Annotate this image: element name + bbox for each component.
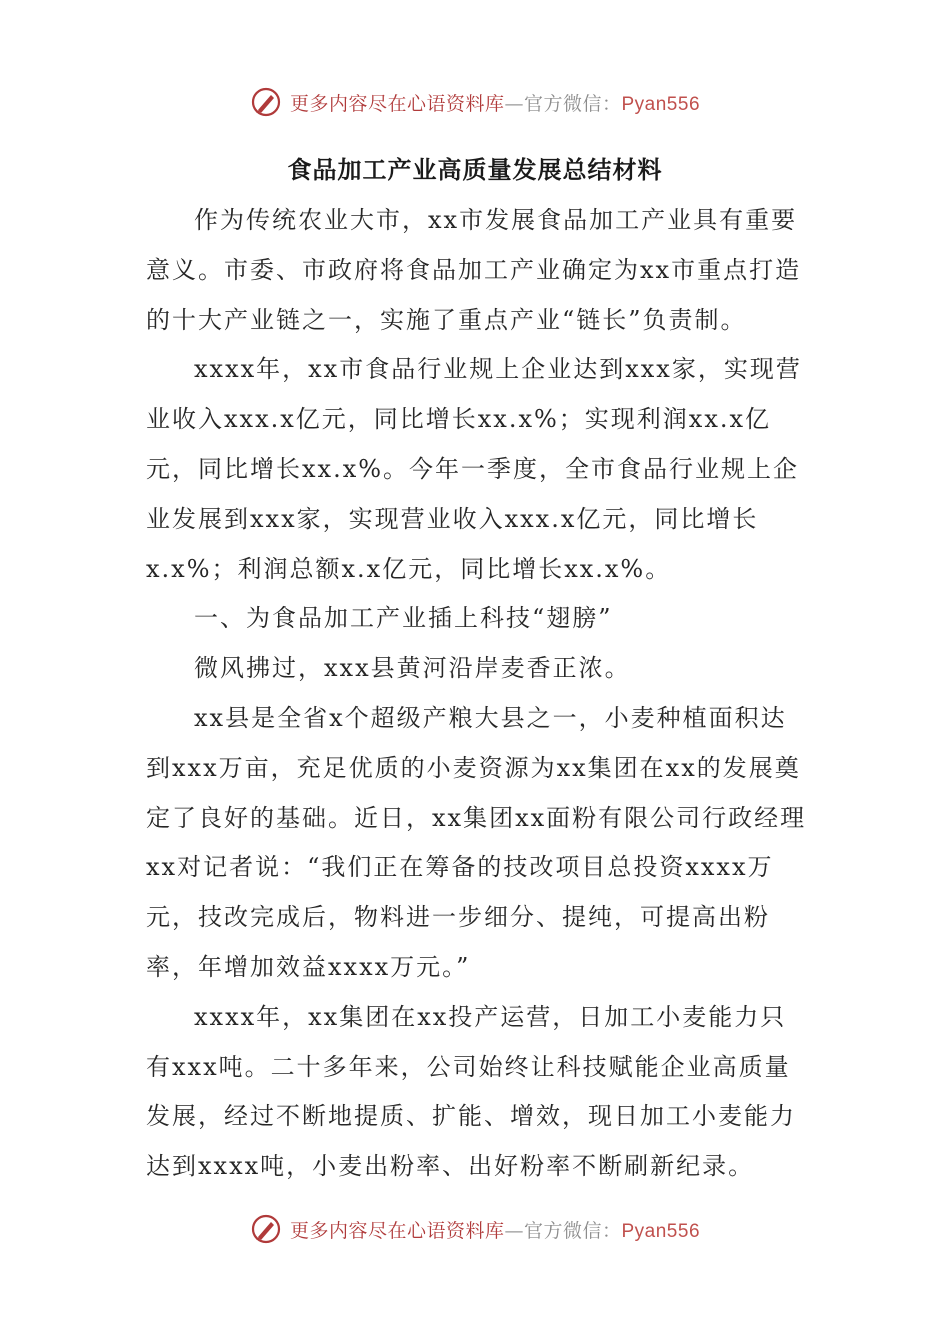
banner-wechat-id: Pyan556 <box>621 1220 701 1242</box>
banner-text <box>290 1216 700 1243</box>
paragraph: xx县是全省x个超级产粮大县之一，小麦种植面积达到xxx万亩，充足优质的小麦资源为xx集团在xx的发展奠定了良好的基础。近日，xx集团xx面粉有限公司行政经理xx对记者说：“我们正在筹备的技改项目总投资xxxx万元，技改完成后，物料进一步细分、提纯，可提高出粉率，年增加效益xxxx万元。” <box>146 703 807 981</box>
banner-main-text: 更多内容尽在心语资料库 <box>289 1219 505 1242</box>
section-heading: 一、为食品加工产业插上科技“翅膀” <box>194 604 613 633</box>
paragraph: 作为传统农业大市，xx市发展食品加工产业具有重要意义。市委、市政府将食品加工产业确定为xx市重点打造的十大产业链之一，实施了重点产业“链长”负责制。 <box>146 206 802 334</box>
paragraph: 微风拂过，xxx县黄河沿岸麦香正浓。 <box>194 654 631 683</box>
footer-banner <box>0 1209 950 1249</box>
banner-dash: — <box>504 1219 524 1242</box>
banner-text <box>290 89 700 116</box>
header-banner <box>0 82 950 122</box>
banner-wechat-id: Pyan556 <box>621 93 701 115</box>
banner-label: 官方微信： <box>523 1219 622 1242</box>
document-title: 食品加工产业高质量发展总结材料 <box>287 156 663 184</box>
pen-nib-circle-icon <box>250 1213 282 1245</box>
document-body <box>146 196 811 1192</box>
banner-main-text: 更多内容尽在心语资料库 <box>289 92 505 115</box>
paragraph: xxxx年，xx集团在xx投产运营，日加工小麦能力只有xxx吨。二十多年来，公司始终让科技赋能企业高质量发展，经过不断地提质、扩能、增效，现日加工小麦能力达到xxxx吨，小麦出粉率、出好粉率不断刷新纪录。 <box>146 1002 796 1181</box>
pen-nib-circle-icon <box>250 86 282 118</box>
banner-dash: — <box>504 92 524 115</box>
paragraph: xxxx年，xx市食品行业规上企业达到xxx家，实现营业收入xxx.x亿元，同比增长xx.x%；实现利润xx.x亿元，同比增长xx.x%。今年一季度，全市食品行业规上企业发展到xxx家，实现营业收入xxx.x亿元，同比增长x.x%；利润总额x.x亿元，同比增长xx.x%。 <box>146 355 802 583</box>
banner-label: 官方微信： <box>523 92 622 115</box>
